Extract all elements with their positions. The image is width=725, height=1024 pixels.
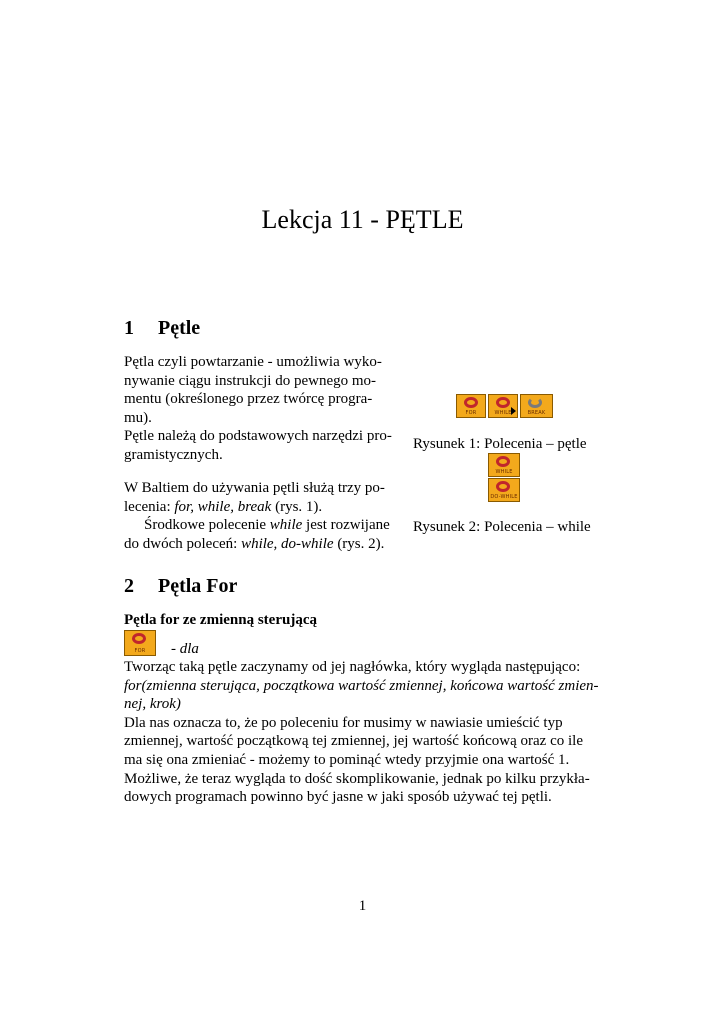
text-line: dowych programach powinno być jasne w jaki sposób używać tej pętli.: [124, 789, 552, 806]
text-line: mu).: [124, 409, 152, 426]
page-number: 1: [358, 898, 367, 914]
text-line: Pętle należą do podstawowych narzędzi pro-: [124, 428, 392, 445]
section-2-heading: [124, 575, 237, 598]
section-2-title: Pętla For: [158, 575, 238, 597]
section-1-body: [124, 353, 398, 465]
text-line: Tworząc taką pętle zaczynamy od jej nagłówka, który wygląda następująco:: [124, 659, 581, 675]
text-line: [124, 535, 398, 554]
text-line: Dla nas oznacza to, że po poleceniu for musimy w nawiasie umieścić typ: [124, 714, 563, 731]
text-line: gramistycznych.: [124, 446, 223, 463]
italic-fragment: while: [269, 517, 303, 534]
text-fragment: jest rozwijane: [302, 517, 390, 534]
figure-2-caption: Rysunek 2: Polecenia – while: [413, 519, 591, 535]
text-line: [124, 516, 398, 535]
text-fragment: do dwóch poleceń:: [124, 535, 242, 552]
for-loop-icon: FOR: [124, 630, 156, 656]
section-2-body: [124, 658, 600, 807]
while-loop-icon: WHILE: [488, 453, 520, 477]
text-fragment: (rys. 2).: [333, 535, 385, 552]
text-line: [124, 498, 398, 517]
page-title: Lekcja 11 - PĘTLE: [261, 205, 464, 234]
text-line: Pętla czyli powtarzanie - umożliwia wyko-: [124, 354, 382, 370]
break-loop-icon: BREAK: [520, 394, 553, 418]
text-line: Możliwe, że teraz wygląda to dość skomplikowanie, jednak po kilku przykła-: [124, 770, 590, 787]
section-2-number: 2: [124, 575, 134, 597]
italic-fragment: while, do-while: [241, 535, 334, 552]
do-while-loop-icon: DO-WHILE: [488, 478, 520, 502]
section-1-paragraph-2: [124, 479, 398, 553]
text-line: nej, krok): [124, 696, 181, 713]
figure-1-icons: [456, 394, 554, 418]
italic-fragment: for, while, break: [174, 498, 272, 515]
section-1-number: 1: [124, 317, 134, 339]
figure-2-icons: [488, 453, 520, 503]
icon-note: - dla: [171, 641, 199, 657]
section-1-heading: [124, 317, 200, 340]
figure-1-caption: Rysunek 1: Polecenia – pętle: [413, 436, 587, 452]
for-loop-icon: FOR: [456, 394, 486, 418]
text-line: for(zmienna sterująca, początkowa wartość zmiennej, końcowa wartość zmien-: [124, 677, 599, 694]
text-line: mentu (określonego przez twórcę progra-: [124, 391, 373, 408]
text-fragment: lecenia:: [124, 498, 175, 515]
text-line: W Baltiem do używania pętli służą trzy po-: [124, 480, 385, 496]
text-line: ma się ona zmieniać - możemy to pominąć wtedy przyjmie ona wartość 1.: [124, 751, 570, 768]
while-loop-icon: WHILE: [488, 394, 518, 418]
text-fragment: Środkowe polecenie: [144, 517, 270, 534]
section-1-title: Pętle: [158, 317, 201, 339]
subsection-heading: Pętla for ze zmienną sterującą: [124, 612, 317, 628]
text-line: zmiennej, wartość początkową tej zmiennej, jej wartość końcową oraz co ile: [124, 733, 583, 750]
text-fragment: (rys. 1).: [271, 498, 323, 515]
text-line: nywanie ciągu instrukcji do pewnego mo-: [124, 372, 377, 389]
